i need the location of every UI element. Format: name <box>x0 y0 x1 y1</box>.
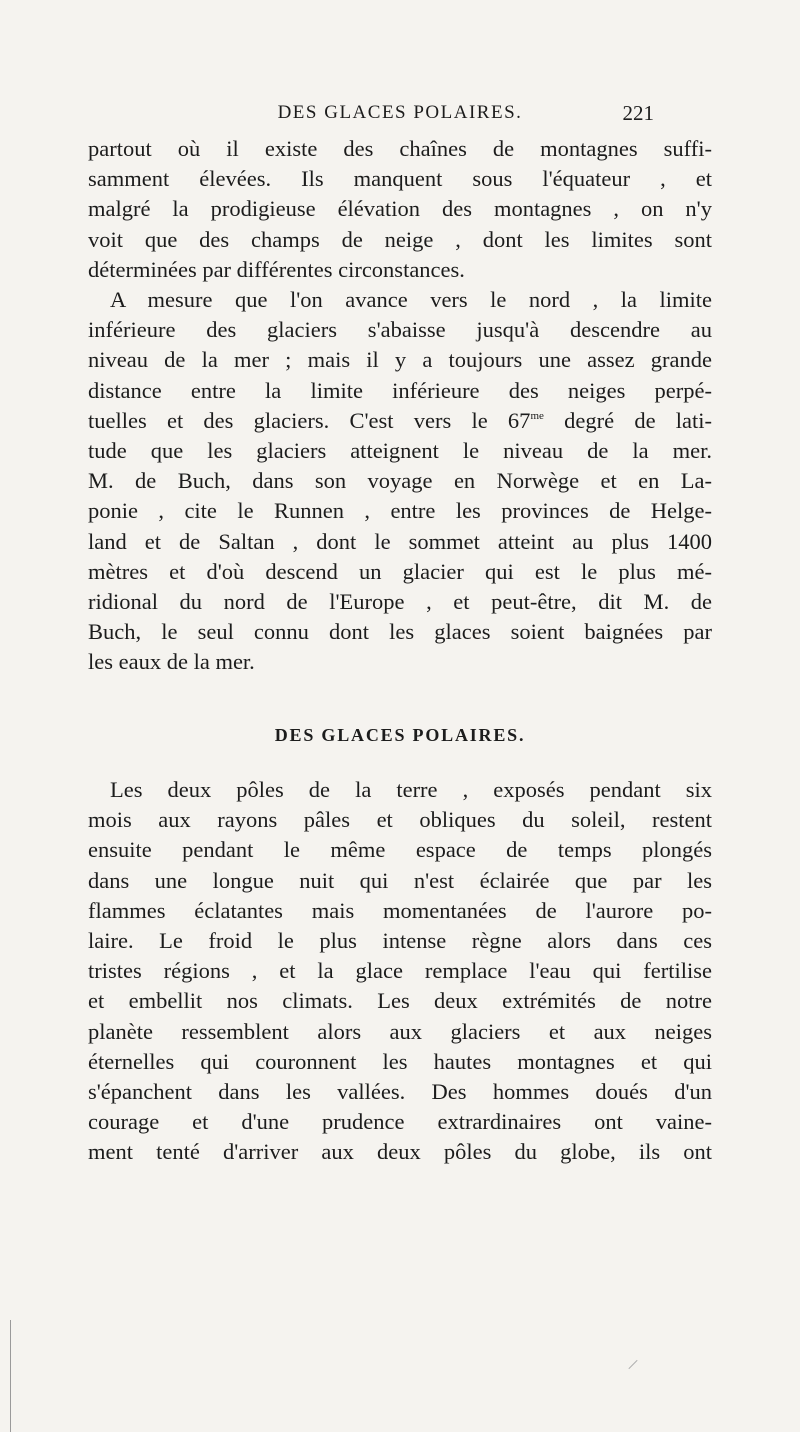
text-line: éternelles qui couronnent les hautes montagnes et qui <box>88 1048 712 1074</box>
paragraph-continuation <box>88 134 712 285</box>
ordinal-superscript: me <box>530 409 544 422</box>
text-line: les eaux de la mer. <box>88 649 255 675</box>
text-line: malgré la prodigieuse élévation des montagnes , on n'y <box>88 196 712 222</box>
text-line: tude que les glaciers atteignent le niveau de la mer. <box>88 437 712 463</box>
text-line: Les deux pôles de la terre , exposés pendant six <box>110 777 712 802</box>
text-line: partout où il existe des chaînes de montagnes suffi- <box>88 136 712 161</box>
text-line: inférieure des glaciers s'abaisse jusqu'à descendre au <box>88 317 712 343</box>
text-line: déterminées par différentes circonstances. <box>88 256 465 282</box>
text-line: s'épanchent dans les vallées. Des hommes doués d'un <box>88 1078 712 1104</box>
text-line: voit que des champs de neige , dont les limites sont <box>88 226 712 252</box>
gutter-line <box>10 1320 11 1432</box>
text-line: dans une longue nuit qui n'est éclairée que par les <box>88 867 712 893</box>
text-line: planète ressemblent alors aux glaciers et aux neiges <box>88 1018 712 1044</box>
text-segment: degré de lati- <box>543 407 713 433</box>
text-line: flammes éclatantes mais momentanées de l'aurore po- <box>88 897 712 923</box>
text-line-with-superscript <box>88 406 712 436</box>
paragraph-polar-regions <box>88 775 712 1167</box>
text-line: distance entre la limite inférieure des neiges perpé- <box>88 377 712 403</box>
text-line: ensuite pendant le même espace de temps plongés <box>88 837 712 863</box>
paragraph-glacier-limits <box>88 285 712 677</box>
text-line: Buch, le seul connu dont les glaces soient baignées par <box>88 619 712 645</box>
page-number: 221 <box>622 101 654 125</box>
text-line: mois aux rayons pâles et obliques du soleil, restent <box>88 807 712 833</box>
text-line: land et de Saltan , dont le sommet atteint au plus 1400 <box>88 528 712 554</box>
text-line: laire. Le froid le plus intense règne alors dans ces <box>88 927 712 953</box>
text-line: M. de Buch, dans son voyage en Norwège et en La- <box>88 468 712 494</box>
section-heading: DES GLACES POLAIRES. <box>274 725 526 745</box>
text-segment: tuelles et des glaciers. C'est vers le 67 <box>88 407 531 433</box>
text-line: ponie , cite le Runnen , entre les provinces de Helge- <box>88 498 712 524</box>
text-line: A mesure que l'on avance vers le nord , la limite <box>110 287 712 312</box>
text-line: samment élevées. Ils manquent sous l'équateur , et <box>88 166 712 192</box>
text-line: mètres et d'où descend un glacier qui est le plus mé- <box>88 558 712 584</box>
text-line: ridional du nord de l'Europe , et peut-être, dit M. de <box>88 588 712 614</box>
text-line: tristes régions , et la glace remplace l'eau qui fertilise <box>88 958 712 984</box>
text-line: courage et d'une prudence extrardinaires ont vaine- <box>88 1109 712 1135</box>
text-line: ment tenté d'arriver aux deux pôles du globe, ils ont <box>88 1139 712 1165</box>
text-line: niveau de la mer ; mais il y a toujours une assez grande <box>88 347 712 373</box>
running-title: DES GLACES POLAIRES. <box>277 102 523 123</box>
text-line: et embellit nos climats. Les deux extrémités de notre <box>88 988 712 1014</box>
stray-pencil-mark <box>628 1360 637 1369</box>
running-head <box>0 98 800 128</box>
